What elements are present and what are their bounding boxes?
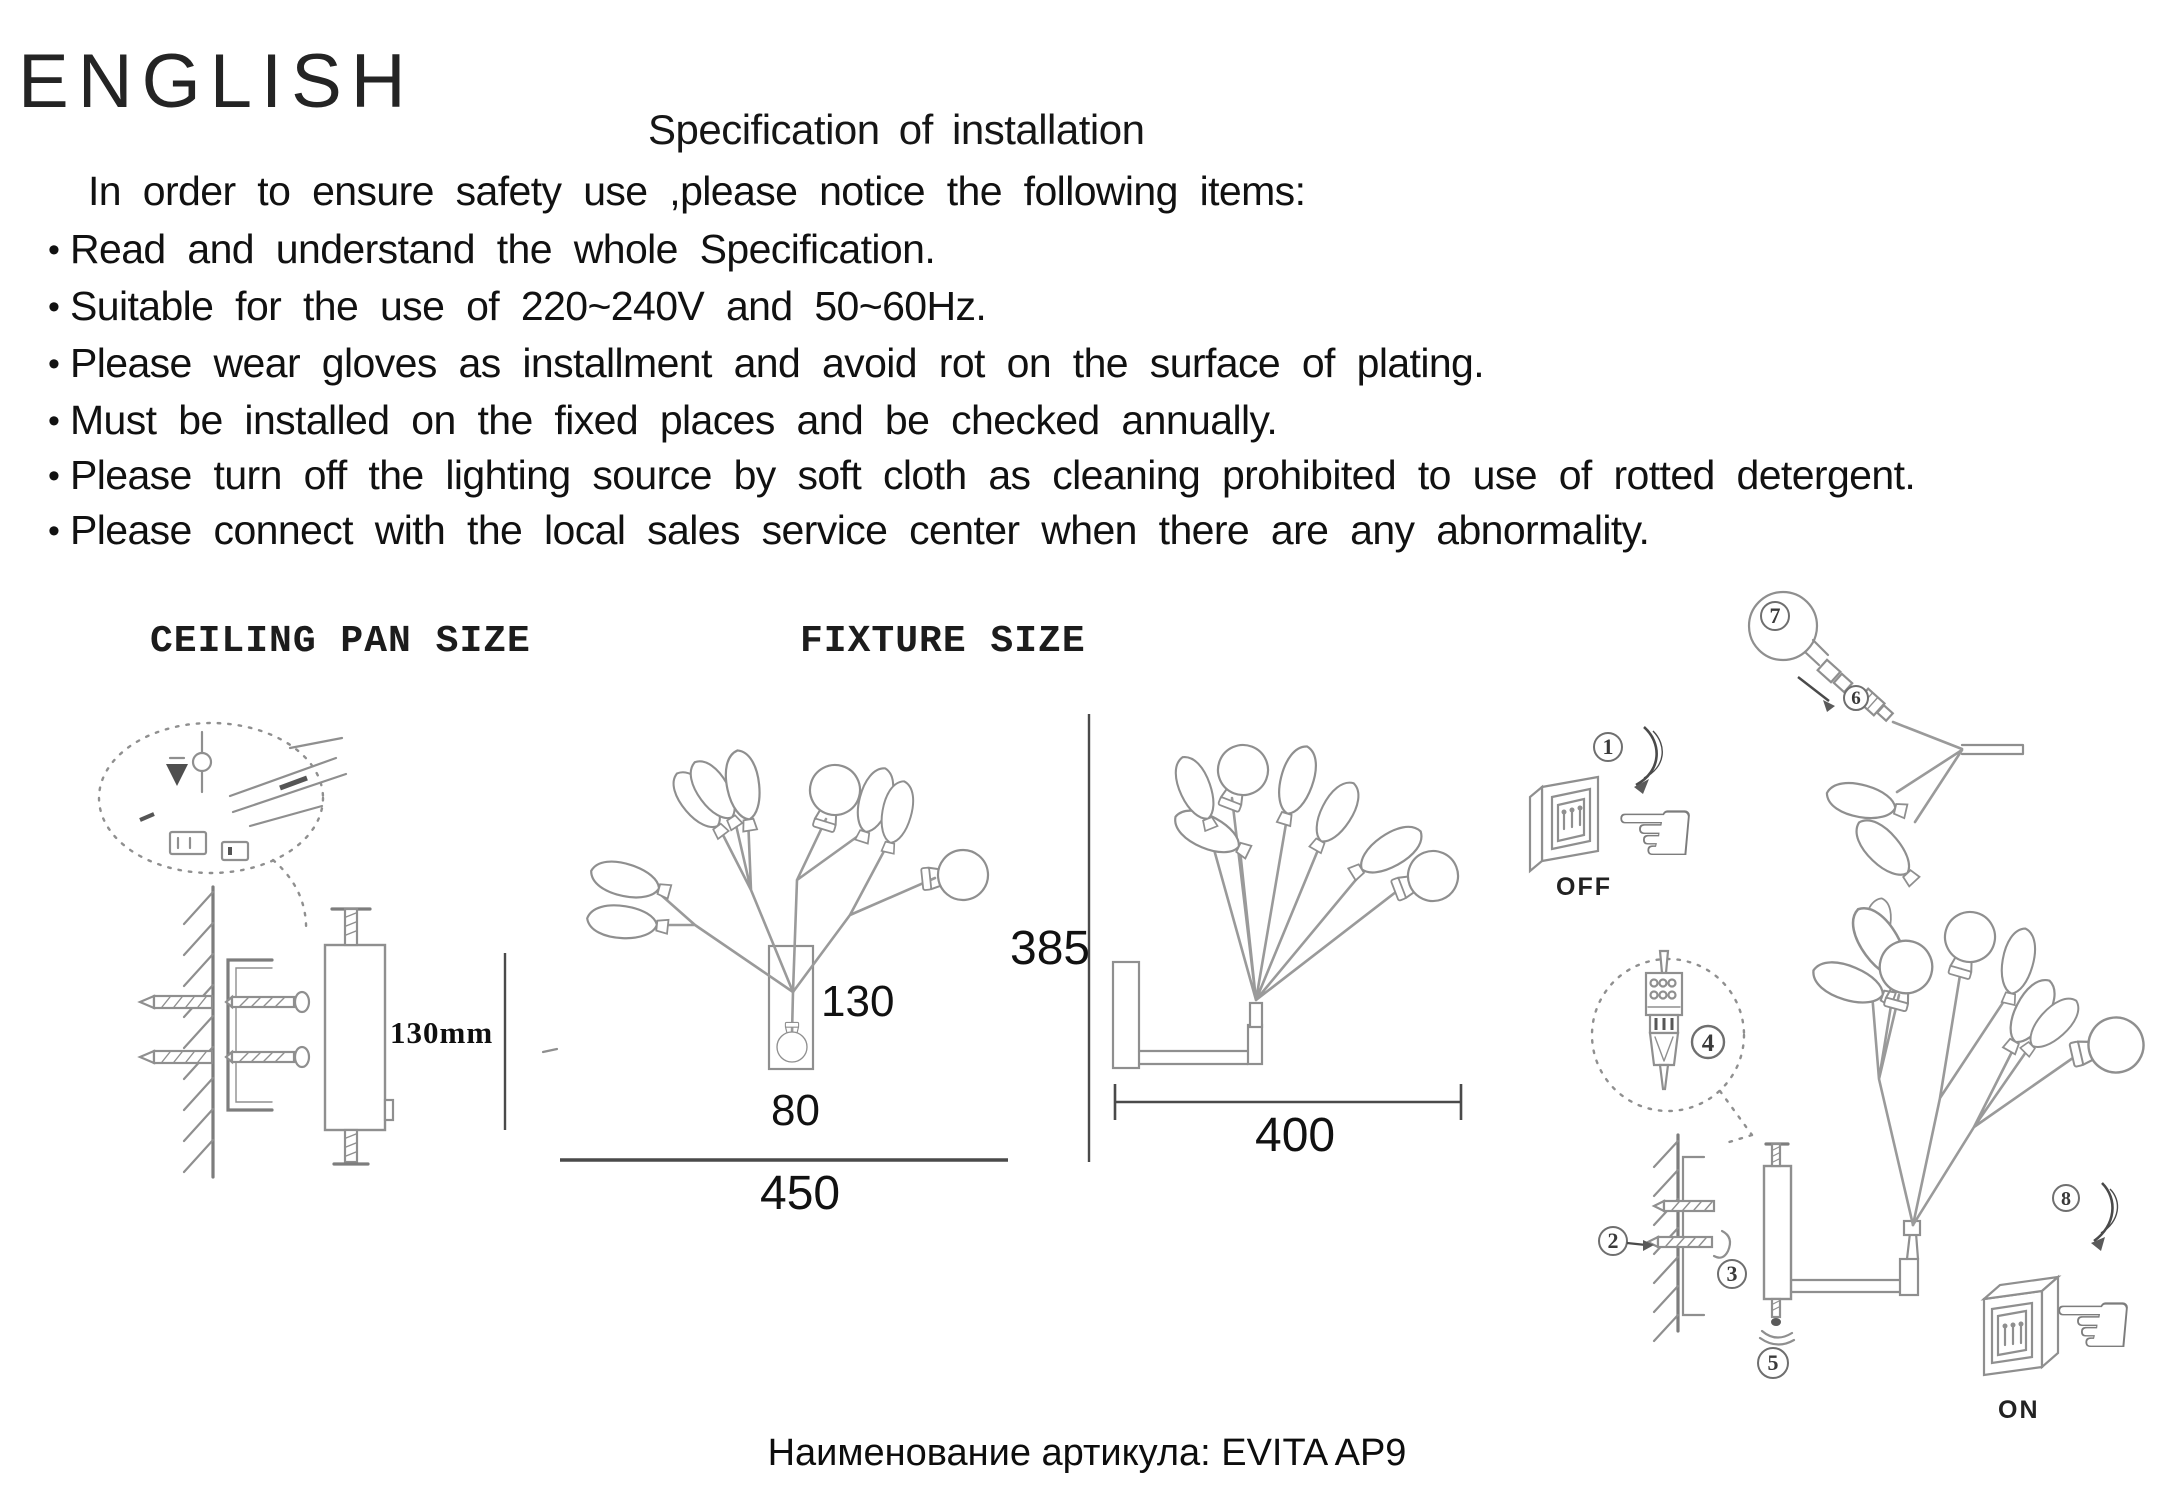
safety-item-text: Suitable for the use of 220~240V and 50~60Hz. <box>70 283 987 329</box>
step-1-number: 1 <box>1602 734 1614 759</box>
pointing-hand-icon: ☜ <box>2050 1268 2137 1380</box>
safety-item-text: Must be installed on the fixed places and be checked annually. <box>70 397 1278 443</box>
installation-steps-diagram <box>1580 895 2174 1445</box>
step-2-number: 2 <box>1607 1228 1619 1253</box>
step-3-number: 3 <box>1726 1261 1738 1286</box>
safety-item <box>48 340 1484 387</box>
intro-line: In order to ensure safety use ,please notice the following items: <box>88 168 1306 214</box>
wall-anchor-screws <box>140 992 309 1067</box>
exploded-hardware-icon <box>140 732 346 860</box>
safety-item <box>48 397 1277 444</box>
safety-item-text: Read and understand the whole Specification. <box>70 226 936 272</box>
bulb-assembly-diagram <box>1725 578 2035 938</box>
section-title-ceiling-pan: CEILING PAN SIZE <box>150 620 531 663</box>
insert-arrow <box>1798 677 1829 701</box>
dim-label-fixture-height: 385 <box>1010 922 1091 975</box>
bullet-icon: • <box>48 457 60 495</box>
step-4-number: 4 <box>1701 1030 1715 1057</box>
dim-label-backplate-height: 130 <box>821 977 895 1026</box>
switch-on-label: ON <box>1998 1396 2040 1424</box>
language-title: ENGLISH <box>18 39 415 124</box>
safety-item <box>48 507 1649 554</box>
step-8-number: 8 <box>2061 1188 2071 1210</box>
wall-screws <box>1648 1201 1730 1258</box>
article-name: Наименование артикула: EVITA AP9 <box>767 1432 1407 1474</box>
dim-label-fixture-depth: 400 <box>1255 1109 1336 1162</box>
section-title-fixture: FIXTURE SIZE <box>800 620 1086 663</box>
wall-switch-icon <box>1530 777 1598 871</box>
dim-label-backplate-width: 80 <box>771 1086 820 1135</box>
switch-off-label: OFF <box>1556 873 1612 901</box>
page-title: Specification of installation <box>648 106 1145 153</box>
ceiling-pan-diagram <box>80 700 570 1350</box>
ceiling-pan-backplate <box>325 909 393 1164</box>
wall-switch-icon <box>1984 1277 2058 1375</box>
wall-bracket <box>1113 962 1262 1068</box>
fixture-side-diagram <box>1085 700 1515 1170</box>
safety-item <box>48 226 935 273</box>
dim-label-130mm: 130mm <box>390 1015 494 1050</box>
step-off-switch-diagram <box>1520 715 1730 910</box>
fixture-arms <box>1203 798 1401 1000</box>
bullet-icon: • <box>48 345 60 383</box>
fixture-side-view <box>1791 899 2149 1295</box>
detail-balloon <box>99 723 323 873</box>
step-5-number: 5 <box>1767 1350 1779 1375</box>
safety-item-text: Please connect with the local sales service center when there are any abnormality. <box>70 507 1650 553</box>
bullet-icon: • <box>48 231 60 269</box>
step-6-number: 6 <box>1851 688 1861 709</box>
dim-label-fixture-width: 450 <box>760 1167 841 1220</box>
pointing-hand-icon: ☜ <box>1612 776 1699 888</box>
fixture-shades <box>1168 738 1465 914</box>
step-7-number: 7 <box>1769 603 1781 628</box>
wire-connector-icon <box>1646 951 1682 1089</box>
safety-item-text: Please turn off the lighting source by soft cloth as cleaning prohibited to use of rotted detergent. <box>70 452 1916 498</box>
safety-item <box>48 452 1915 499</box>
wall-section <box>184 887 213 1177</box>
fixture-backplate <box>1760 1144 1794 1345</box>
safety-item-text: Please wear gloves as installment and avoid rot on the surface of plating. <box>70 340 1485 386</box>
bullet-icon: • <box>48 402 60 440</box>
fixture-front-diagram <box>545 700 1105 1245</box>
safety-item <box>48 283 986 330</box>
bullet-icon: • <box>48 288 60 326</box>
mounting-bracket <box>228 960 272 1110</box>
bullet-icon: • <box>48 512 60 550</box>
rotate-arrow-icon <box>2091 1183 2117 1251</box>
